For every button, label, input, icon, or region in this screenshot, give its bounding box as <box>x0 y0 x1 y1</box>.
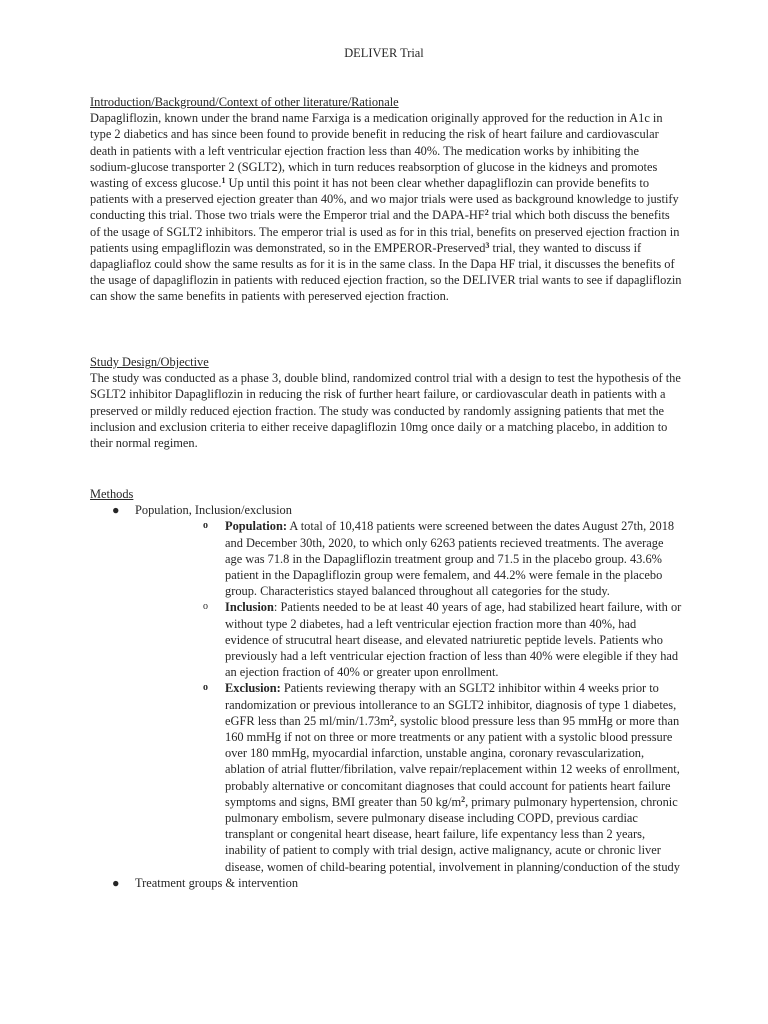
sub-bullet-icon: o <box>203 601 208 613</box>
list-item-label: Population, Inclusion/exclusion <box>135 503 292 518</box>
inclusion-text: : Patients needed to be at least 40 years of age, had stabilized heart failure, with or without type 2 diabetes, had a left ventricular ejection fraction more than 40%, had evidence of strucutral heart disease, and elevated natriuretic peptide levels. Patients who previously had a left ventricular ejection fraction of less than 40% were elegible if they had an ejection fraction of 40% or greater upon enrollment. <box>225 600 682 680</box>
inclusion-label: Inclusion <box>225 600 274 615</box>
sub-item-inclusion <box>135 599 682 680</box>
superscript-2: 2 <box>389 713 394 723</box>
bullet-icon: ● <box>112 503 120 518</box>
intro-paragraph <box>90 110 682 304</box>
population-text: A total of 10,418 patients were screened between the dates August 27th, 2018 and December 30th, 2020, to which only 6263 patients recieved treatments. The average age was 71.8 in the Dapagliflozin treatment group and 71.5 in the placebo group. 43.6% patient in the Dapagliflozin group were femalem, and 44.2% were female in the placebo group. Characteristics stayed balanced throughout all categories for the study. <box>225 519 675 599</box>
design-paragraph: The study was conducted as a phase 3, double blind, randomized control trial with a design to test the hypothesis of the SGLT2 inhibitor Dapagliflozin in reducing the risk of further heart failure, or cardiovascular death in patients with a preserved or mildly reduced ejection fraction. The study was conducted by randomly assigning patients that met the inclusion and exclusion criteria to either receive dapagliflozin 10mg once daily or a matching placebo, in addition to their normal regimen. <box>90 371 681 451</box>
sub-bullet-icon: o <box>203 682 208 694</box>
intro-text-1: Dapagliflozin, known under the brand name Farxiga is a medication originally approved for the reduction in A1c in type 2 diabetics and has since been found to provide benefit in reducing the risk of heart failure and cardiovascular death in patients with a left ventricular ejection fraction less than 40%. The medication works by inhibiting the sodium-glucose transporter 2 (SGLT2), which in turn reduces reabsorption of glucose in the kidneys and promotes wasting of excess glucose. <box>90 111 663 191</box>
sub-item-exclusion <box>135 680 682 874</box>
exclusion-text-2: , systolic blood pressure less than 95 mmHg or more than 160 mmHg if not on three or more treatments or any patient with a systolic blood pressure over 180 mmHg, myocardial infarction, unstable angina, coronary revascularization, ablation of atrial flutter/fibrilation, valve repair/replacement within 12 weeks of enrollment, probably alternative or concomitant diagnoses that could account for patients heart failure symptoms and signs, BMI greater than 50 kg/m <box>225 713 680 809</box>
citation-1: 1 <box>221 176 226 186</box>
superscript-2: 2 <box>461 794 466 804</box>
methods-list <box>90 502 682 891</box>
exclusion-label: Exclusion: <box>225 681 281 696</box>
intro-text-3: trial which both discuss the benefits of the usage of SGLT2 inhibitors. The emperor trial is used as for in this trial, benefits on preserved ejection fraction in patients using empagliflozin was demonstrated, so in the EMPEROR-Preserved <box>90 208 680 255</box>
intro-text-2: Up until this point it has not been clear whether dapagliflozin can provide benefits to patients with a preserved ejection greater than 40%, and wo major trials were used as background knowledge to justify conducting this trial. Those two trials were the Emperor trial and the DAPA-HF <box>90 176 679 223</box>
intro-heading: Introduction/Background/Context of other literature/Rationale <box>90 95 399 109</box>
citation-3: 3 <box>485 240 490 250</box>
population-sublist <box>135 518 682 874</box>
design-section <box>90 354 682 451</box>
design-heading: Study Design/Objective <box>90 355 209 369</box>
intro-text-4: trial, they wanted to discuss if dapagliafloz could show the same results as for it is in the same class. In the Dapa HF trial, it discusses the benefits of the usage of dapagliflozin in patients with reduced ejection fraction, so the DELIVER trial wants to see if dapagliflozin can show the same benefits in patients with pereserved ejection fraction. <box>90 240 682 304</box>
bullet-icon: ● <box>112 875 120 890</box>
methods-heading: Methods <box>90 487 134 501</box>
list-item-population <box>90 502 682 875</box>
exclusion-text-3: , primary pulmonary hypertension, chronic pulmonary embolism, severe pulmonary disease including COPD, previous cardiac transplant or congenital heart disease, heart failure, life expentancy less than 2 years, inability of patient to comply with trial design, active malignancy, acute or chronic liver disease, women of child-bearing potential, involvement in planning/conduction of the study <box>225 794 680 874</box>
methods-section <box>90 486 682 891</box>
citation-2: 2 <box>484 208 489 218</box>
list-item-treatment <box>90 875 682 891</box>
sub-item-population <box>135 518 682 599</box>
sub-bullet-icon: o <box>203 520 208 532</box>
exclusion-text-1: Patients reviewing therapy with an SGLT2 inhibitor within 4 weeks prior to randomization or previous intollerance to an SGLT2 inhibitor, diagnosis of type 1 diabetes, eGFR less than 25 ml/min/1.73m <box>225 681 677 728</box>
document-title: DELIVER Trial <box>344 46 424 60</box>
intro-section <box>90 94 682 305</box>
list-item-label: Treatment groups & intervention <box>135 875 299 890</box>
population-label: Population: <box>225 519 287 534</box>
